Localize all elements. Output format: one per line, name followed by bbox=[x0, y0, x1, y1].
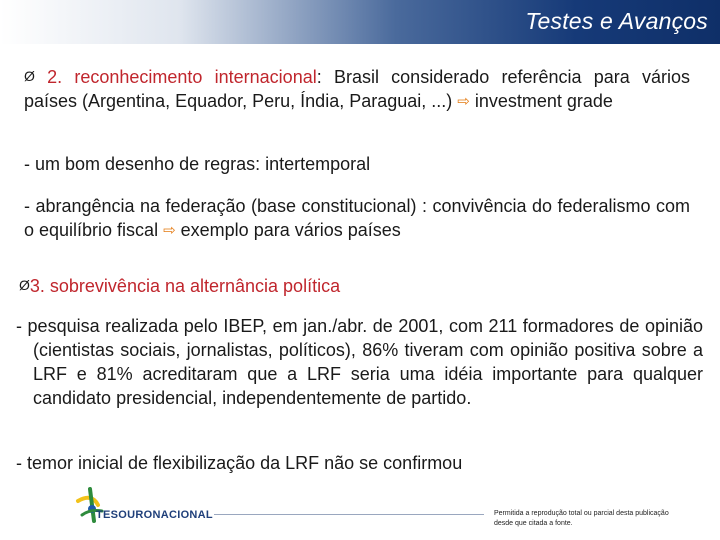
arrow-right-icon: ⇨ bbox=[163, 222, 176, 239]
slide-title: Testes e Avanços bbox=[525, 8, 708, 34]
exemplo-text: exemplo para vários países bbox=[175, 220, 401, 240]
abrangencia-text: - abrangência na federação (base constitucional) : convivência do federalismo com o equilíbrio fiscal bbox=[24, 196, 690, 240]
topic-sobrevivencia: 3. sobrevivência na alternância política bbox=[29, 276, 341, 296]
copyright-notice: Permitida a reprodução total ou parcial desta publicação desde que citada a fonte. bbox=[494, 510, 669, 527]
footer-divider bbox=[214, 514, 484, 515]
investment-grade-text: investment grade bbox=[469, 91, 613, 111]
bullet-arrow-icon: Ø bbox=[19, 277, 30, 293]
paragraph-sobrevivencia bbox=[19, 273, 685, 298]
header-bar bbox=[0, 0, 720, 44]
bullet-arrow-icon: Ø bbox=[24, 68, 35, 84]
paragraph-temor-inicial: - temor inicial de flexibilização da LRF não se confirmou bbox=[16, 453, 463, 473]
paragraph-desenho-regras: - um bom desenho de regras: intertemporal bbox=[24, 154, 371, 174]
topic-reconhecimento: 2. reconhecimento internacional bbox=[34, 67, 317, 87]
paragraph-pesquisa-ibep: - pesquisa realizada pelo IBEP, em jan./abr. de 2001, com 211 formadores de opinião (cientistas sociais, jornalistas, políticos), 86% tiveram com opinião positiva sobre a LRF e 81% acreditaram que a LRF seria uma idéia importante para qualquer candidato presidencial, independentemente de partido. bbox=[16, 316, 703, 408]
logo-text: TESOURONACIONAL bbox=[96, 509, 213, 521]
reconhecimento-text: : Brasil considerado referência para vários países (Argentina, Equador, Peru, Índia, Paraguai, ...) bbox=[24, 67, 690, 111]
paragraph-abrangencia bbox=[24, 194, 690, 243]
arrow-right-icon: ⇨ bbox=[457, 93, 470, 110]
tesouro-nacional-logo-icon bbox=[68, 487, 218, 527]
paragraph-reconhecimento bbox=[24, 64, 690, 114]
